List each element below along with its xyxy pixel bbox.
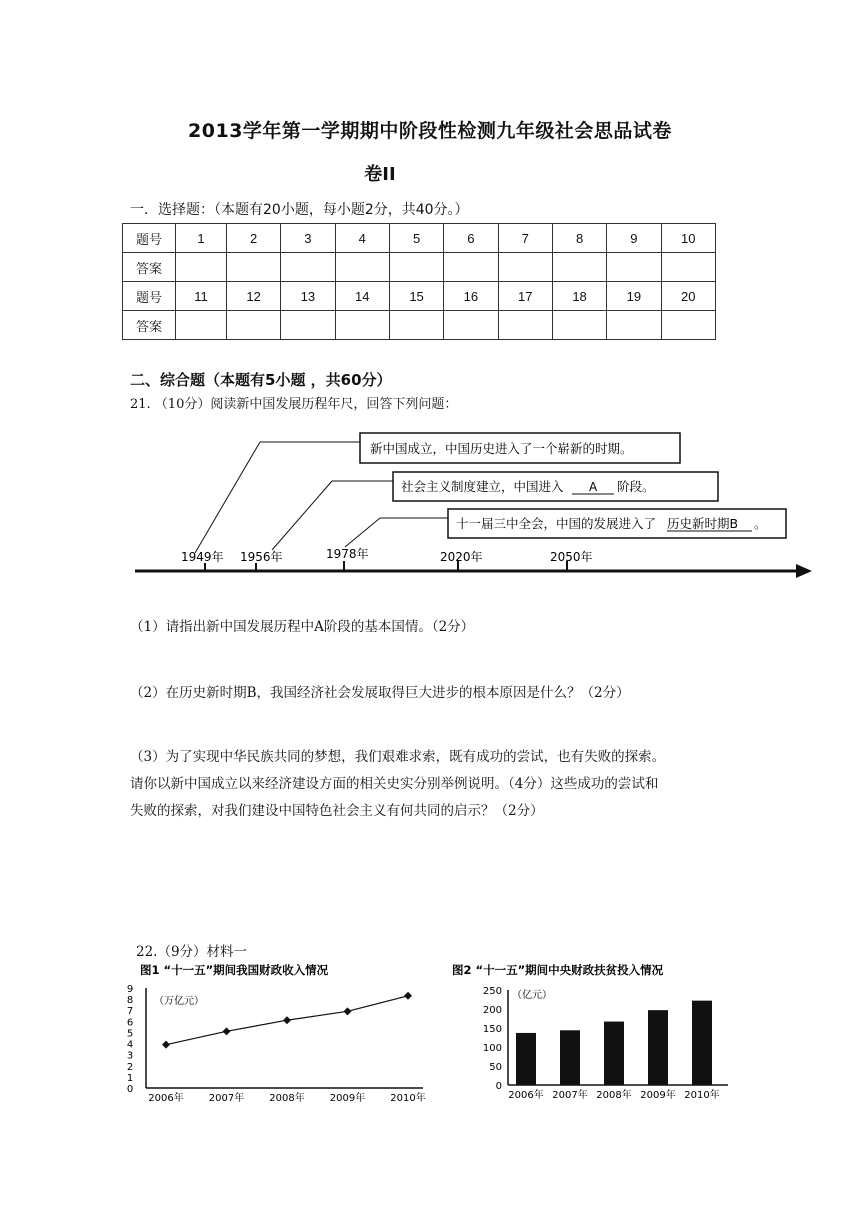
bar	[560, 1030, 580, 1085]
question-number: 14	[335, 282, 389, 311]
data-point	[162, 1041, 170, 1049]
paper-part-title: 卷II	[364, 164, 396, 185]
answer-cell[interactable]	[661, 253, 715, 282]
event-box-text: 十一届三中全会，中国的发展进入了	[456, 516, 657, 531]
question-number: 8	[552, 224, 606, 253]
y-tick-label: 7	[126, 1006, 134, 1018]
chart-ylabel: （万亿元）	[154, 996, 204, 1007]
answer-cell[interactable]	[281, 253, 335, 282]
connector-line	[272, 481, 332, 550]
answer-cell[interactable]	[389, 253, 443, 282]
event-box-text: 。	[754, 516, 767, 531]
table-row	[123, 253, 716, 282]
question-number: 4	[335, 224, 389, 253]
x-tick-label: 2008年	[269, 1093, 305, 1104]
question-number: 12	[226, 282, 280, 311]
y-tick-label: 4	[126, 1039, 134, 1051]
question-number: 1	[176, 224, 227, 253]
y-tick-label: 8	[126, 995, 134, 1007]
answer-table	[122, 223, 716, 340]
x-tick-label: 2008年	[596, 1090, 632, 1101]
y-tick-label: 0	[126, 1084, 134, 1095]
y-tick-label: 1	[126, 1072, 134, 1084]
answer-cell[interactable]	[226, 253, 280, 282]
question-number: 3	[281, 224, 335, 253]
question-number: 13	[281, 282, 335, 311]
question-number: 2	[226, 224, 280, 253]
question-number: 20	[661, 282, 715, 311]
answer-cell[interactable]	[498, 311, 552, 340]
development-timeline	[0, 425, 860, 585]
y-tick-label: 0	[495, 1081, 502, 1092]
question-number: 15	[389, 282, 443, 311]
question-number: 19	[607, 282, 661, 311]
table-row	[123, 311, 716, 340]
data-point	[283, 1016, 291, 1024]
connector-line	[195, 442, 260, 553]
answer-cell[interactable]	[176, 253, 227, 282]
bar	[648, 1010, 668, 1085]
bar	[516, 1033, 536, 1085]
answer-cell[interactable]	[226, 311, 280, 340]
answer-cell[interactable]	[607, 253, 661, 282]
text-line: （3）为了实现中华民族共同的梦想，我们艰难求索，既有成功的尝试，也有失败的探索。	[130, 749, 666, 765]
year-label: 1949年	[181, 550, 224, 564]
x-tick-label: 2006年	[508, 1090, 544, 1101]
year-label: 2020年	[440, 550, 483, 564]
y-tick-label: 200	[482, 1005, 502, 1016]
answer-cell[interactable]	[335, 311, 389, 340]
answer-cell[interactable]	[498, 253, 552, 282]
answer-cell[interactable]	[389, 311, 443, 340]
y-tick-label: 9	[126, 984, 134, 995]
bar	[692, 1001, 712, 1085]
row-label-question: 题号	[123, 282, 176, 311]
question-22-stem: 22.（9分）材料一	[136, 944, 248, 960]
question-number: 17	[498, 282, 552, 311]
bar	[604, 1022, 624, 1085]
question-21-sub1: （1）请指出新中国发展历程中A阶段的基本国情。（2分）	[130, 619, 475, 635]
answer-cell[interactable]	[661, 311, 715, 340]
y-tick-label: 50	[489, 1062, 502, 1073]
answer-cell[interactable]	[607, 311, 661, 340]
answer-cell[interactable]	[552, 253, 606, 282]
answer-cell[interactable]	[552, 311, 606, 340]
text-line: 请你以新中国成立以来经济建设方面的相关史实分别举例说明。（4分）这些成功的尝试和	[130, 776, 659, 792]
y-tick-label: 6	[126, 1017, 134, 1029]
table-row	[123, 282, 716, 311]
question-21-stem: 21. （10分）阅读新中国发展历程年尺，回答下列问题：	[130, 397, 458, 412]
y-tick-label: 100	[482, 1043, 502, 1054]
x-tick-label: 2006年	[148, 1093, 184, 1104]
data-point	[223, 1027, 231, 1035]
row-label-answer: 答案	[123, 253, 176, 282]
underlined-text: 历史新时期B	[667, 516, 739, 531]
question-number: 11	[176, 282, 227, 311]
chart-title: 图1 “十一五”期间我国财政收入情况	[140, 963, 329, 977]
fiscal-revenue-line-chart	[118, 958, 448, 1108]
question-21-sub3	[130, 744, 750, 825]
x-tick-label: 2010年	[684, 1090, 720, 1101]
question-number: 18	[552, 282, 606, 311]
y-tick-label: 2	[126, 1061, 134, 1073]
year-label: 1956年	[240, 550, 283, 564]
x-tick-label: 2010年	[390, 1093, 426, 1104]
section1-heading: 一．选择题：（本题有20小题，每小题2分，共40分。）	[130, 202, 469, 218]
question-number: 5	[389, 224, 443, 253]
question-number: 9	[607, 224, 661, 253]
event-box-text: 新中国成立，中国历史进入了一个崭新的时期。	[370, 441, 633, 456]
year-label: 1978年	[326, 547, 369, 561]
event-box-text-part: 社会主义制度建立，中国进入	[401, 479, 564, 494]
answer-cell[interactable]	[444, 253, 498, 282]
x-tick-label: 2007年	[552, 1090, 588, 1101]
row-label-question: 题号	[123, 224, 176, 253]
question-21-sub2: （2）在历史新时期B，我国经济社会发展取得巨大进步的根本原因是什么？（2分）	[130, 685, 630, 701]
data-point	[404, 992, 412, 1000]
answer-cell[interactable]	[176, 311, 227, 340]
y-tick-label: 250	[482, 986, 502, 997]
section2-heading: 二、综合题（本题有5小题 ，共60分）	[130, 371, 392, 389]
answer-cell[interactable]	[281, 311, 335, 340]
event-box-text	[401, 479, 564, 494]
year-label: 2050年	[550, 550, 593, 564]
data-point	[344, 1007, 352, 1015]
x-tick-label: 2009年	[329, 1093, 366, 1104]
timeline-arrowhead	[796, 564, 812, 578]
answer-cell[interactable]	[335, 253, 389, 282]
question-number: 16	[444, 282, 498, 311]
text-line: 失败的探索，对我们建设中国特色社会主义有何共同的启示？（2分）	[130, 803, 544, 819]
event-box-text: 阶段。	[617, 479, 655, 494]
question-number: 6	[444, 224, 498, 253]
connector-line	[345, 518, 380, 547]
row-label-answer: 答案	[123, 311, 176, 340]
answer-cell[interactable]	[444, 311, 498, 340]
poverty-funding-bar-chart	[450, 958, 750, 1108]
table-row	[123, 224, 716, 253]
y-tick-label: 5	[126, 1028, 134, 1040]
x-tick-label: 2009年	[640, 1090, 676, 1101]
x-tick-label: 2007年	[208, 1093, 245, 1104]
y-tick-label: 150	[482, 1024, 502, 1035]
question-number: 10	[661, 224, 715, 253]
y-tick-label: 3	[126, 1050, 134, 1062]
question-number: 7	[498, 224, 552, 253]
chart-title: 图2 “十一五”期间中央财政扶贫投入情况	[452, 963, 664, 977]
page-title: 2013学年第一学期期中阶段性检测九年级社会思品试卷	[188, 120, 672, 142]
blank-label-a: A	[589, 480, 598, 494]
chart-ylabel: （亿元）	[512, 990, 552, 1001]
